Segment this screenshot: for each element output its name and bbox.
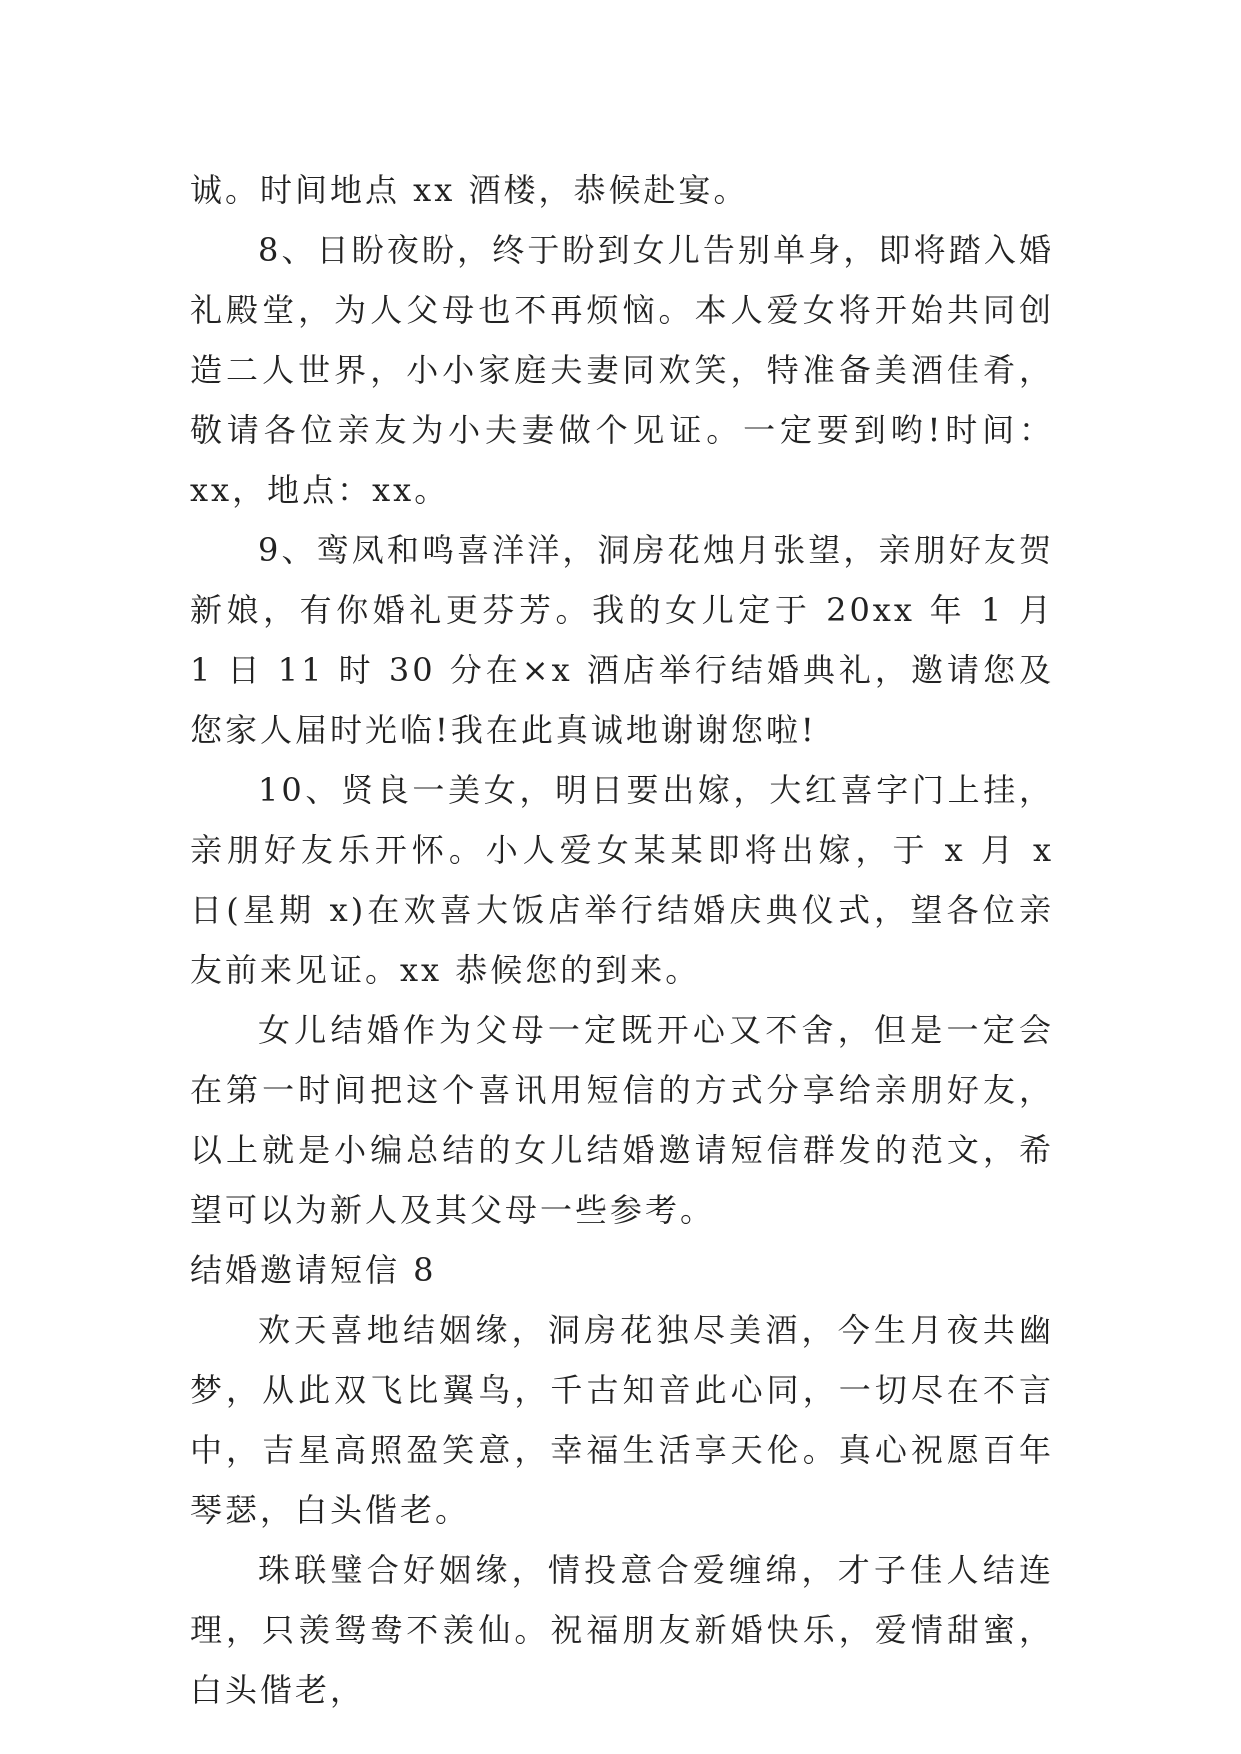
paragraph-summary: 女儿结婚作为父母一定既开心又不舍，但是一定会在第一时间把这个喜讯用短信的方式分享给亲朋好友，以上就是小编总结的女儿结婚邀请短信群发的范文，希望可以为新人及其父母一些参考。 xyxy=(190,1011,1054,1229)
paragraph-item-8: 8、日盼夜盼，终于盼到女儿告别单身，即将踏入婚礼殿堂，为人父母也不再烦恼。本人爱女将开始共同创造二人世界，小小家庭夫妻同欢笑，特准备美酒佳肴，敬请各位亲友为小夫妻做个见证。一定要到哟!时间：xx，地点：xx。 xyxy=(190,231,1054,509)
paragraph-item-10: 10、贤良一美女，明日要出嫁，大红喜字门上挂，亲朋好友乐开怀。小人爱女某某即将出嫁，于 x 月 x 日(星期 x)在欢喜大饭店举行结婚庆典仪式，望各位亲友前来见证。xx 恭候您的到来。 xyxy=(190,771,1054,989)
paragraph-item-9: 9、鸾凤和鸣喜洋洋，洞房花烛月张望，亲朋好友贺新娘，有你婚礼更芬芳。我的女儿定于 20xx 年 1 月 1 日 11 时 30 分在×x 酒店举行结婚典礼，邀请您及您家人届时光临!我在此真诚地谢谢您啦! xyxy=(190,531,1054,749)
paragraph-blessing-1: 欢天喜地结姻缘，洞房花独尽美酒，今生月夜共幽梦，从此双飞比翼鸟，千古知音此心同，一切尽在不言中，吉星高照盈笑意，幸福生活享天伦。真心祝愿百年琴瑟，白头偕老。 xyxy=(190,1311,1054,1529)
section-heading: 结婚邀请短信 8 xyxy=(190,1251,437,1289)
paragraph-blessing-2: 珠联璧合好姻缘，情投意合爱缠绵，才子佳人结连理，只羡鸳鸯不羡仙。祝福朋友新婚快乐，爱情甜蜜，白头偕老， xyxy=(190,1551,1054,1709)
document-body xyxy=(190,160,1054,1720)
paragraph-continuation: 诚。时间地点 xx 酒楼，恭候赴宴。 xyxy=(190,171,749,209)
